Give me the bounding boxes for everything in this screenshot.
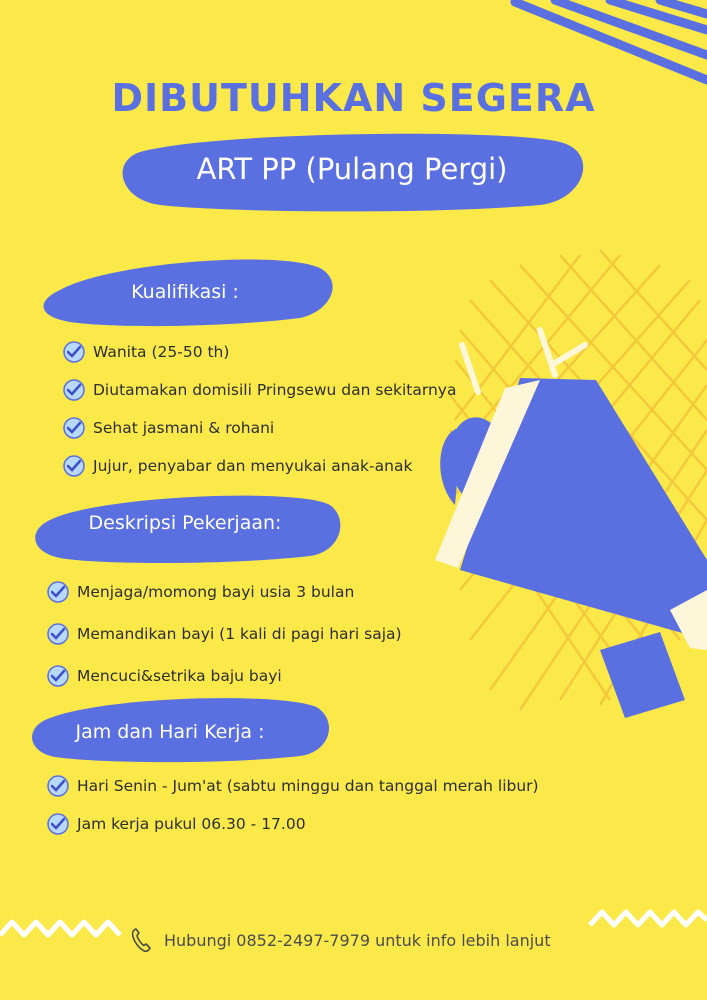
section-heading-kualifikasi: Kualifikasi :	[131, 281, 239, 303]
jam-list	[47, 767, 539, 843]
list-item	[63, 333, 456, 371]
list-item	[47, 655, 402, 697]
deskripsi-list	[47, 571, 402, 697]
list-item-text: Menjaga/momong bayi usia 3 bulan	[77, 583, 355, 601]
kualifikasi-list	[63, 333, 456, 485]
megaphone-icon	[435, 378, 707, 718]
zigzag-left	[0, 922, 120, 935]
zigzag-right	[590, 912, 707, 925]
list-item-text: Sehat jasmani & rohani	[93, 419, 275, 437]
check-icon	[63, 341, 85, 363]
check-icon	[47, 665, 69, 687]
section-heading-deskripsi: Deskripsi Pekerjaan:	[88, 512, 282, 534]
contact-footer	[130, 925, 551, 955]
phone-icon	[130, 927, 152, 953]
list-item-text: Wanita (25-50 th)	[93, 343, 230, 361]
check-icon	[47, 623, 69, 645]
page-subtitle: ART PP (Pulang Pergi)	[196, 152, 508, 186]
check-icon	[63, 417, 85, 439]
list-item	[47, 805, 539, 843]
list-item	[47, 767, 539, 805]
list-item-text: Hari Senin - Jum'at (sabtu minggu dan tanggal merah libur)	[77, 777, 539, 795]
corner-stripes	[515, 0, 707, 80]
list-item	[47, 571, 402, 613]
page-title: DIBUTUHKAN SEGERA	[111, 76, 596, 120]
check-icon	[63, 379, 85, 401]
section-heading-jam: Jam dan Hari Kerja :	[75, 721, 265, 743]
list-item-text: Jujur, penyabar dan menyukai anak-anak	[93, 457, 413, 475]
list-item-text: Memandikan bayi (1 kali di pagi hari saja)	[77, 625, 402, 643]
check-icon	[63, 455, 85, 477]
list-item	[63, 409, 456, 447]
check-icon	[47, 813, 69, 835]
list-item-text: Mencuci&setrika baju bayi	[77, 667, 282, 685]
list-item	[47, 613, 402, 655]
list-item-text: Diutamakan domisili Pringsewu dan sekitarnya	[93, 381, 457, 399]
list-item	[63, 447, 456, 485]
contact-text: Hubungi 0852-2497-7979 untuk info lebih lanjut	[164, 930, 551, 950]
list-item-text: Jam kerja pukul 06.30 - 17.00	[77, 815, 306, 833]
check-icon	[47, 775, 69, 797]
check-icon	[47, 581, 69, 603]
list-item	[63, 371, 456, 409]
